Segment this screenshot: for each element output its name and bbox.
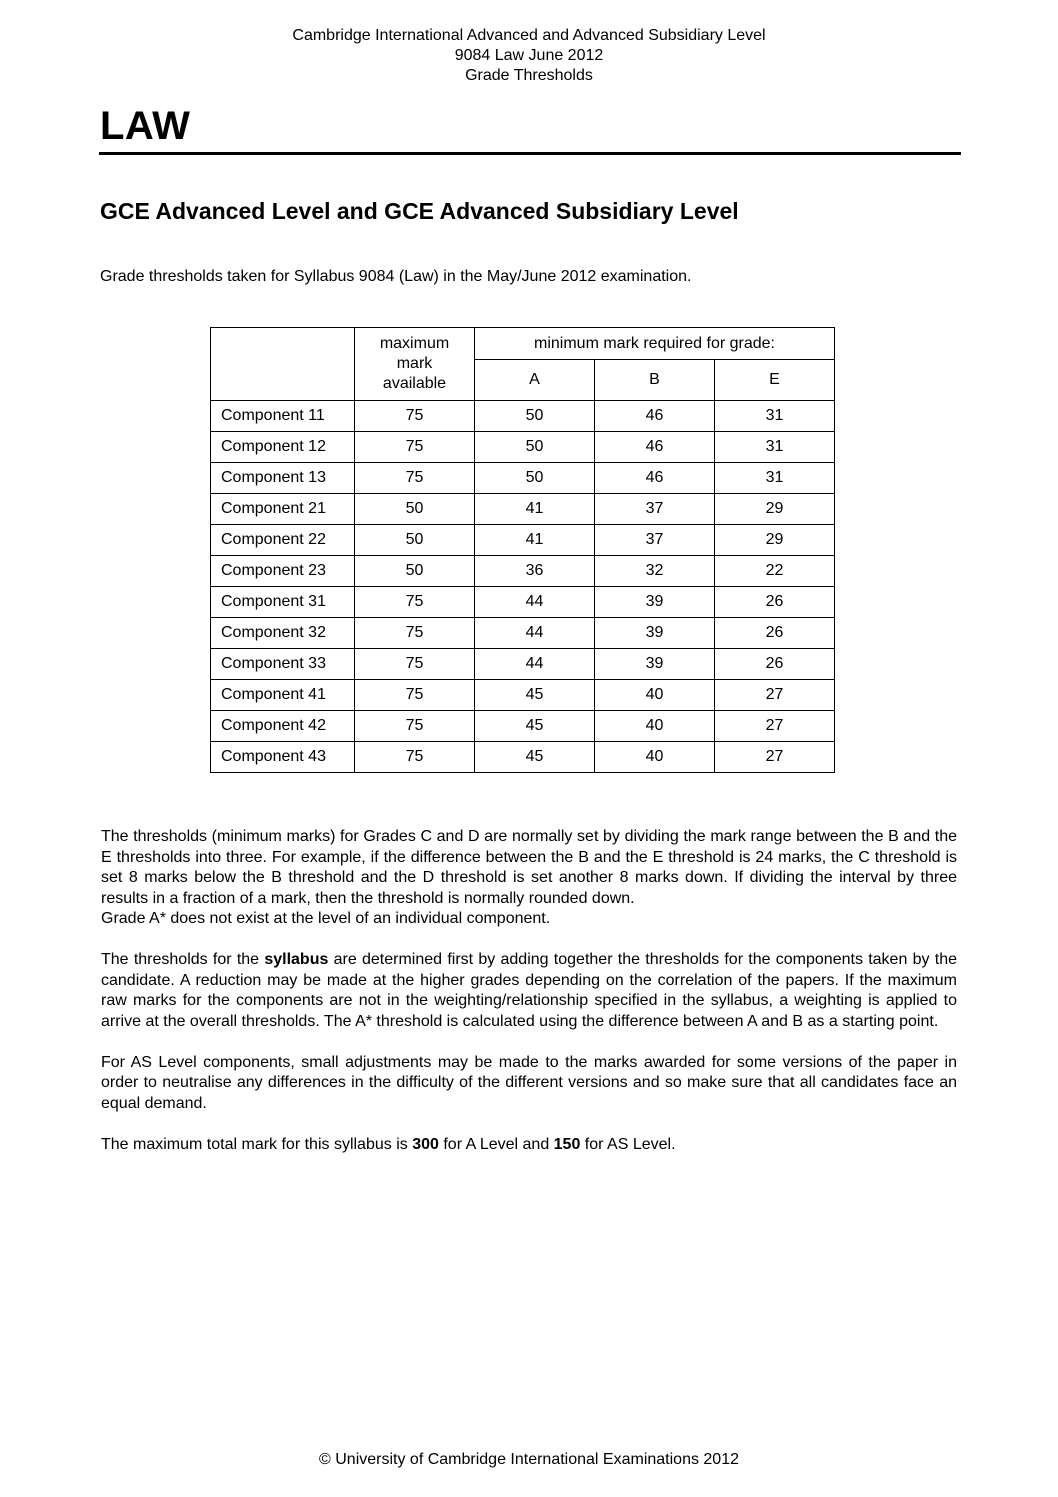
table-row [211, 587, 835, 618]
table-row [211, 463, 835, 494]
grade-e-cell: 31 [715, 432, 835, 463]
component-name-cell: Component 23 [211, 556, 355, 587]
note-text: The thresholds for the [101, 951, 265, 968]
grade-threshold-table [210, 327, 835, 773]
grade-e-cell: 26 [715, 649, 835, 680]
grade-e-cell: 27 [715, 680, 835, 711]
grade-a-cell: 44 [475, 649, 595, 680]
grade-e-cell: 26 [715, 618, 835, 649]
header-line-doc-type: Grade Thresholds [465, 67, 593, 84]
grade-a-cell: 45 [475, 711, 595, 742]
grade-b-cell: 40 [595, 711, 715, 742]
grade-a-cell: 41 [475, 525, 595, 556]
grade-e-cell: 27 [715, 742, 835, 773]
grade-b-cell: 40 [595, 742, 715, 773]
grade-b-cell: 39 [595, 649, 715, 680]
table-row [211, 649, 835, 680]
max-mark-header-line: maximum [379, 335, 450, 352]
grade-a-cell: 45 [475, 742, 595, 773]
table-header-row [211, 328, 835, 360]
grade-b-cell: 37 [595, 525, 715, 556]
grade-e-cell: 22 [715, 556, 835, 587]
note-text: are determined first by adding together the thresholds for the components taken by the candidate. A reduction may be made at the higher grades depending on the correlation of the papers. If the maximum raw marks for the components are not in the weighting/relationship specified in the syllabus, a weighting is applied to arrive at the overall thresholds. The A* threshold is calculated using the difference between A and B as a starting point. [101, 951, 957, 1030]
grade-b-cell: 46 [595, 401, 715, 432]
copyright-footer: © University of Cambridge International Examinations 2012 [319, 1451, 739, 1468]
component-name-cell: Component 41 [211, 680, 355, 711]
component-name-cell: Component 43 [211, 742, 355, 773]
component-header-cell [211, 328, 355, 401]
component-name-cell: Component 32 [211, 618, 355, 649]
max-mark-header-line: mark [396, 355, 433, 372]
grade-e-cell: 31 [715, 463, 835, 494]
table-row [211, 432, 835, 463]
grade-b-header: B [595, 360, 715, 401]
grade-a-cell: 44 [475, 587, 595, 618]
grade-b-cell: 32 [595, 556, 715, 587]
max-mark-cell: 75 [355, 587, 475, 618]
max-mark-cell: 75 [355, 432, 475, 463]
grade-a-cell: 45 [475, 680, 595, 711]
table-row [211, 494, 835, 525]
grade-a-cell: 50 [475, 401, 595, 432]
a-level-max-total: 300 [412, 1135, 439, 1153]
max-mark-header [355, 328, 475, 401]
table-row [211, 680, 835, 711]
note-paragraph-syllabus [101, 950, 957, 1032]
max-mark-cell: 75 [355, 618, 475, 649]
grade-a-cell: 44 [475, 618, 595, 649]
grade-e-cell: 26 [715, 587, 835, 618]
as-level-max-total: 150 [553, 1135, 581, 1153]
grade-b-cell: 46 [595, 432, 715, 463]
table-row [211, 711, 835, 742]
note-text: for A Level and [438, 1135, 554, 1153]
note-text: The maximum total mark for this syllabus is [101, 1135, 413, 1153]
max-mark-header-line: available [382, 375, 447, 392]
note-paragraph-as-level: For AS Level components, small adjustments may be made to the marks awarded for some versions of the paper in order to neutralise any differences in the difficulty of the different versions and so make sure that all candidates face an equal demand. [101, 1053, 957, 1112]
grade-b-cell: 46 [595, 463, 715, 494]
table-row [211, 742, 835, 773]
intro-text: Grade thresholds taken for Syllabus 9084 (Law) in the May/June 2012 examination. [100, 268, 692, 285]
document-header [0, 26, 1058, 86]
max-mark-cell: 75 [355, 649, 475, 680]
note-text: for AS Level. [580, 1135, 676, 1153]
grade-b-cell: 39 [595, 618, 715, 649]
grade-e-cell: 29 [715, 494, 835, 525]
component-name-cell: Component 13 [211, 463, 355, 494]
grade-a-cell: 41 [475, 494, 595, 525]
note-bold-syllabus: syllabus [264, 951, 329, 968]
header-line-syllabus: 9084 Law June 2012 [454, 47, 604, 64]
max-mark-cell: 75 [355, 401, 475, 432]
table-row [211, 525, 835, 556]
grade-a-cell: 50 [475, 432, 595, 463]
max-mark-cell: 50 [355, 494, 475, 525]
grade-b-cell: 40 [595, 680, 715, 711]
table-row [211, 618, 835, 649]
grade-e-cell: 31 [715, 401, 835, 432]
table-row [211, 556, 835, 587]
grade-a-cell: 50 [475, 463, 595, 494]
grade-e-cell: 29 [715, 525, 835, 556]
max-mark-cell: 75 [355, 742, 475, 773]
max-mark-cell: 75 [355, 711, 475, 742]
max-mark-cell: 75 [355, 680, 475, 711]
grade-a-header: A [475, 360, 595, 401]
max-mark-cell: 75 [355, 463, 475, 494]
title-rule [99, 152, 961, 155]
note-paragraph-max-total [101, 1135, 957, 1156]
component-name-cell: Component 33 [211, 649, 355, 680]
component-name-cell: Component 22 [211, 525, 355, 556]
grade-e-header: E [715, 360, 835, 401]
grade-e-cell: 27 [715, 711, 835, 742]
component-name-cell: Component 11 [211, 401, 355, 432]
max-mark-cell: 50 [355, 525, 475, 556]
note-paragraph-a-star: Grade A* does not exist at the level of an individual component. [101, 910, 551, 927]
notes-section [101, 827, 957, 1155]
grade-b-cell: 37 [595, 494, 715, 525]
component-name-cell: Component 31 [211, 587, 355, 618]
max-mark-cell: 50 [355, 556, 475, 587]
grade-a-cell: 36 [475, 556, 595, 587]
min-mark-header: minimum mark required for grade: [475, 328, 835, 360]
grade-b-cell: 39 [595, 587, 715, 618]
table-row [211, 401, 835, 432]
subject-title: LAW [100, 104, 191, 148]
note-paragraph-cd-thresholds: The thresholds (minimum marks) for Grades C and D are normally set by dividing the mark range between the B and the E thresholds into three. For example, if the difference between the B and the E threshold is 24 marks, the C threshold is set 8 marks below the B threshold and the D threshold is set another 8 marks down. If dividing the interval by three results in a fraction of a mark, then the threshold is normally rounded down. [101, 828, 957, 907]
component-name-cell: Component 12 [211, 432, 355, 463]
component-name-cell: Component 21 [211, 494, 355, 525]
header-line-qualification: Cambridge International Advanced and Advanced Subsidiary Level [292, 27, 766, 44]
component-name-cell: Component 42 [211, 711, 355, 742]
section-heading: GCE Advanced Level and GCE Advanced Subsidiary Level [100, 198, 739, 224]
